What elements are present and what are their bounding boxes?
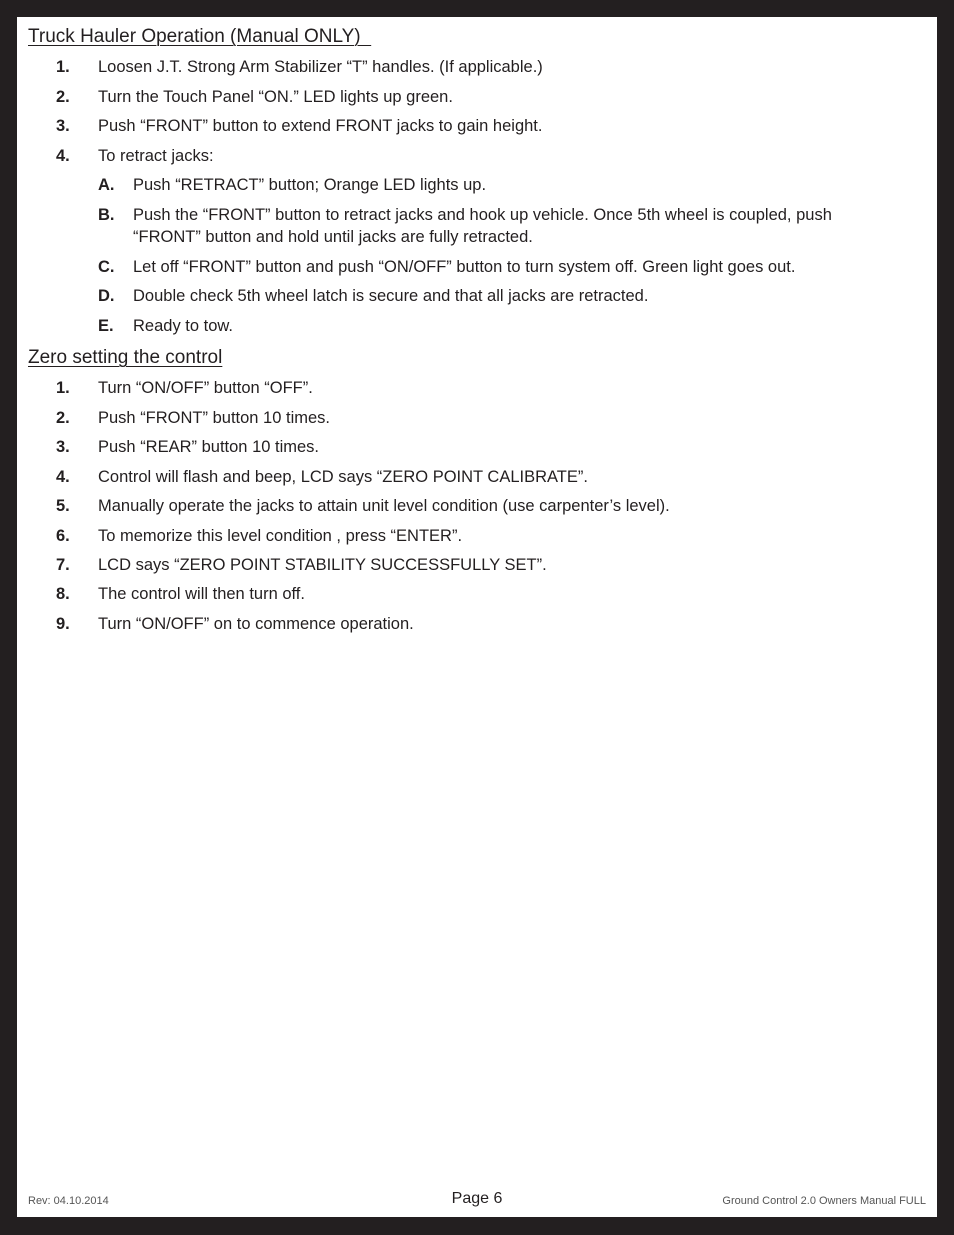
manual-title: Ground Control 2.0 Owners Manual FULL (722, 1195, 926, 1207)
section-title-truck-hauler: Truck Hauler Operation (Manual ONLY) (28, 26, 372, 47)
step-text: Push “FRONT” button 10 times. (98, 409, 330, 427)
step-text: To retract jacks: (98, 147, 214, 165)
step-number: 6. (56, 527, 70, 545)
section-title-zero-setting: Zero setting the control (28, 347, 223, 368)
step-number: 3. (56, 117, 70, 135)
step-number: 2. (56, 409, 70, 427)
step-text: The control will then turn off. (98, 585, 305, 603)
step-number: 7. (56, 556, 70, 574)
step-number: 4. (56, 468, 70, 486)
step-text: To memorize this level condition , press “ENTER”. (98, 527, 463, 545)
step-number: 8. (56, 585, 70, 603)
step-letter: E. (98, 317, 114, 335)
step-number: 4. (56, 147, 70, 165)
page-number: Page 6 (451, 1190, 503, 1207)
step-text: Push the “FRONT” button to retract jacks and hook up vehicle. Once 5th wheel is coupled, push “FRONT” button and hold until jacks are fully retracted. (133, 206, 832, 246)
step-text: Turn “ON/OFF” button “OFF”. (98, 379, 313, 397)
step-text: Ready to tow. (133, 317, 233, 335)
revision-date: Rev: 04.10.2014 (28, 1195, 109, 1207)
step-number: 1. (56, 379, 70, 397)
step-number: 5. (56, 497, 70, 515)
step-letter: C. (98, 258, 115, 276)
step-letter: A. (98, 176, 115, 194)
step-number: 3. (56, 438, 70, 456)
step-text: Control will flash and beep, LCD says “ZERO POINT CALIBRATE”. (98, 468, 588, 486)
step-letter: D. (98, 287, 115, 305)
step-text: Loosen J.T. Strong Arm Stabilizer “T” handles. (If applicable.) (98, 58, 543, 76)
step-text: Turn “ON/OFF” on to commence operation. (98, 615, 414, 633)
step-letter: B. (98, 206, 115, 224)
step-text: Double check 5th wheel latch is secure and that all jacks are retracted. (133, 287, 649, 305)
step-text: Turn the Touch Panel “ON.” LED lights up green. (98, 88, 453, 106)
document-page (17, 17, 937, 1217)
step-text: LCD says “ZERO POINT STABILITY SUCCESSFULLY SET”. (98, 556, 547, 574)
step-number: 2. (56, 88, 70, 106)
step-number: 9. (56, 615, 70, 633)
step-text: Push “FRONT” button to extend FRONT jacks to gain height. (98, 117, 543, 135)
step-text: Manually operate the jacks to attain unit level condition (use carpenter’s level). (98, 497, 670, 515)
step-number: 1. (56, 58, 70, 76)
step-text: Let off “FRONT” button and push “ON/OFF” button to turn system off. Green light goes out. (133, 258, 796, 276)
step-text: Push “REAR” button 10 times. (98, 438, 320, 456)
step-text: Push “RETRACT” button; Orange LED lights up. (133, 176, 487, 194)
